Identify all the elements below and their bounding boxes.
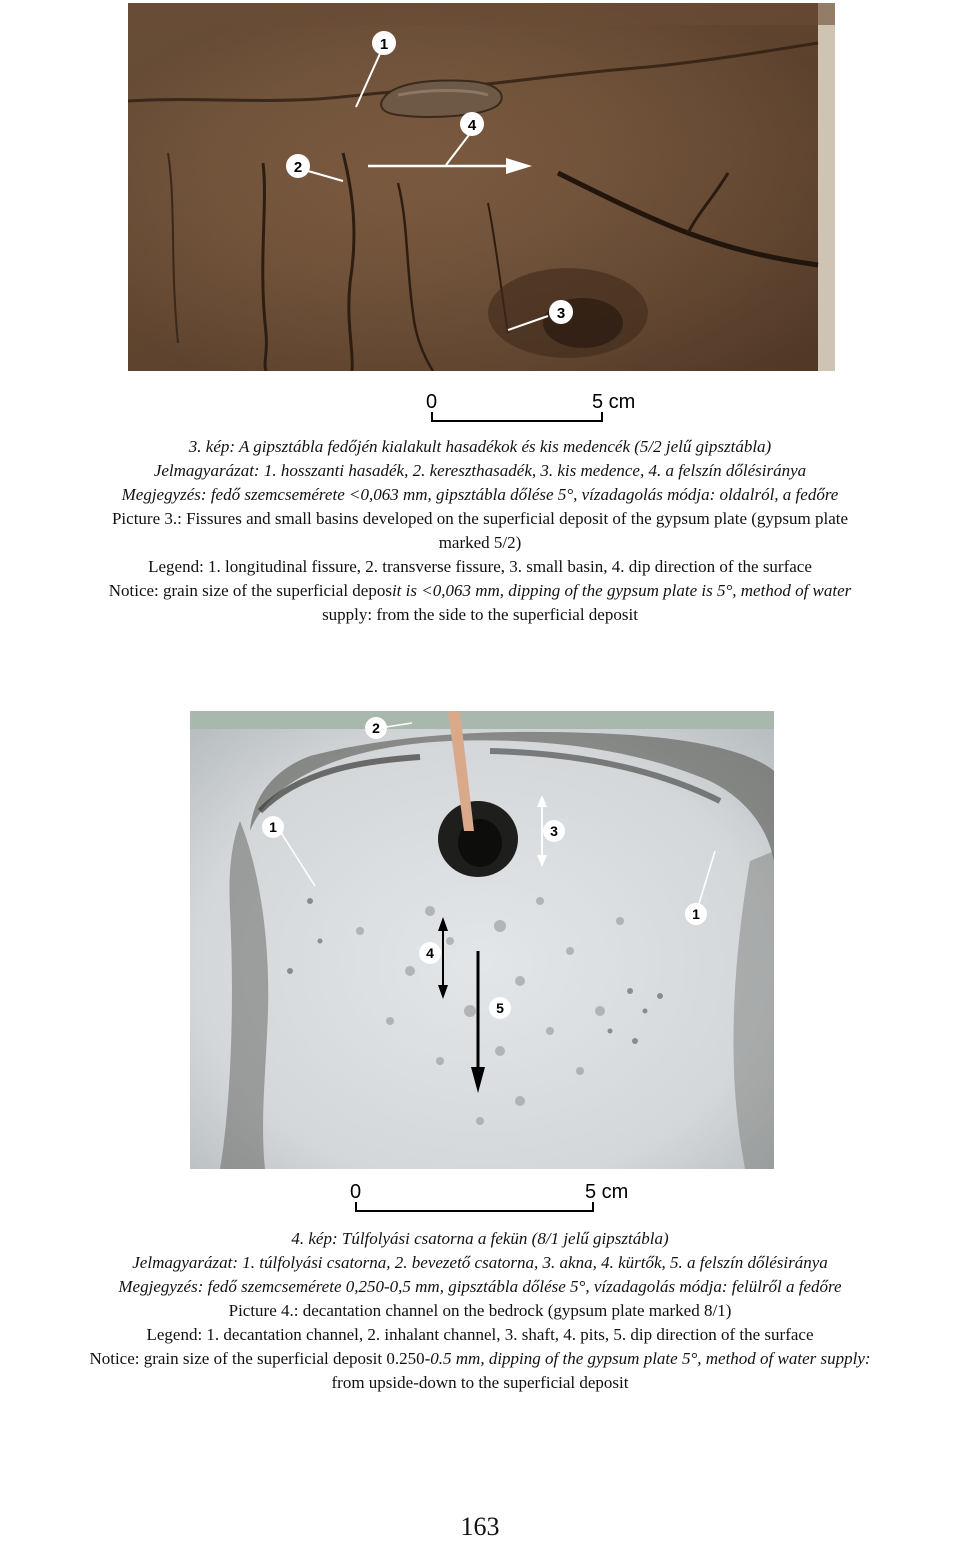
figure3-title-hu: 3. kép: A gipsztábla fedőjén kialakult hasadékok és kis medencék (5/2 jelű gipsztábla) [188,437,772,456]
figure3-notice-en-2: supply: from the side to the superficial deposit [322,605,638,624]
figure3-marker-4 [460,112,484,136]
figure3-title-en-2: marked 5/2) [438,533,522,552]
figure3-scale-bar [420,390,660,430]
figure3-photo [128,3,835,371]
figure4-legend-hu: Jelmagyarázat: 1. túlfolyási csatorna, 2. bevezető csatorna, 3. akna, 4. kürtők, 5. a felszín dőlésiránya [132,1253,828,1272]
svg-text:3: 3 [556,305,566,322]
figure4-notice-en-1: Notice: grain size of the superficial deposit 0.250-0.5 mm, dipping of the gypsum plate 5°, method of water supply: [89,1349,871,1368]
page-number: 163 [460,1512,500,1541]
figure3-scale-end: 5 cm [592,391,636,413]
svg-text:4: 4 [467,117,477,134]
figure4-photo [190,711,774,1169]
figure4-marker-5 [489,997,511,1019]
figure4-marker-2 [365,717,387,739]
figure4-legend-en: Legend: 1. decantation channel, 2. inhalant channel, 3. shaft, 4. pits, 5. dip direction of the surface [146,1325,814,1344]
figure3-marker-1 [372,31,396,55]
figure3-legend-en: Legend: 1. longitudinal fissure, 2. transverse fissure, 3. small basin, 4. dip direction of the surface [148,557,812,576]
figure3-scale-zero: 0 [426,391,438,413]
figure4-caption [0,1227,960,1395]
figure3-marker-2 [286,154,310,178]
figure4-image [190,711,774,1169]
figure4-marker-4 [419,942,441,964]
figure4-scale-end: 5 cm [585,1181,629,1203]
figure4-notice-hu: Megjegyzés: fedő szemcsemérete 0,250-0,5 mm, gipsztábla dőlése 5°, vízadagolás módja: felülről a fedőre [118,1277,842,1296]
figure3-title-en-1: Picture 3.: Fissures and small basins developed on the superficial deposit of the gypsum plate (gypsum plate [111,509,849,528]
figure4-title-en: Picture 4.: decantation channel on the bedrock (gypsum plate marked 8/1) [228,1301,732,1320]
svg-text:4: 4 [426,945,434,961]
figure4-title-hu: 4. kép: Túlfolyási csatorna a fekün (8/1 jelű gipsztábla) [291,1229,669,1248]
figure4-scale-zero: 0 [350,1181,362,1203]
figure4-marker-1-right [685,903,707,925]
figure3-legend-hu: Jelmagyarázat: 1. hosszanti hasadék, 2. kereszthasadék, 3. kis medence, 4. a felszín dőlésiránya [153,461,807,480]
figure4-marker-1-left [262,816,284,838]
figure4-notice-en-2: from upside-down to the superficial deposit [331,1373,629,1392]
svg-text:2: 2 [372,720,380,736]
figure3-caption [0,435,960,627]
figure3-image [128,3,835,371]
figure3-marker-3 [549,300,573,324]
svg-text:1: 1 [269,819,277,835]
figure4-marker-3 [543,820,565,842]
svg-text:1: 1 [379,36,389,53]
svg-text:1: 1 [692,906,700,922]
figure4-scale-bar [345,1180,645,1220]
svg-text:3: 3 [550,823,558,839]
figure3-notice-en-1: Notice: grain size of the superficial deposit is <0,063 mm, dipping of the gypsum plate is 5°, method of water [108,581,852,600]
svg-text:5: 5 [496,1000,504,1016]
svg-text:2: 2 [293,159,303,176]
figure3-notice-hu: Megjegyzés: fedő szemcsemérete <0,063 mm, gipsztábla dőlése 5°, vízadagolás módja: oldalról, a fedőre [121,485,839,504]
